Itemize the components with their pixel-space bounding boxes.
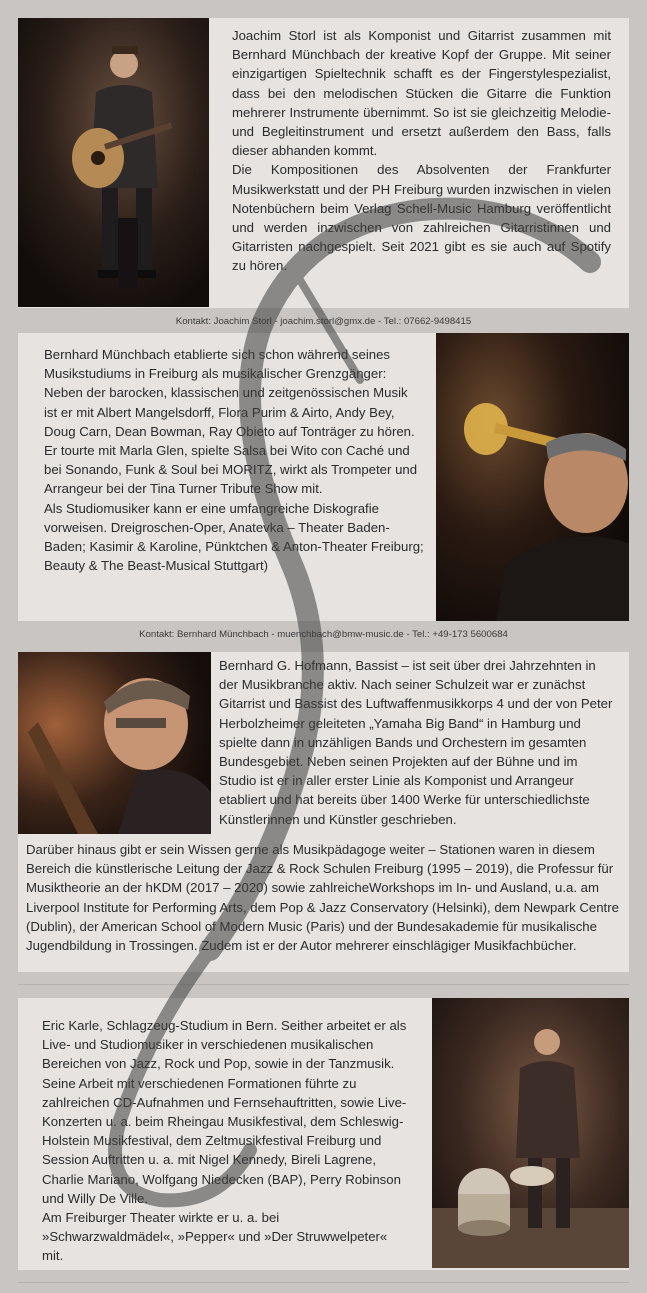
bio-text-bernhard-hofmann-a <box>219 656 615 829</box>
bio-paragraph: Die Kompositionen des Absolventen der Frankfurter Musikwerkstatt und der PH Freiburg wurden inzwischen in vielen Notenbüchern beim Verlag Schell-Music Hamburg veröffentlicht und werden inzwischen von zahlreichen Gitarristinnen und Gitarristen nachgespielt. Seit 2021 gibt es sie auch auf Spotify zu hören. <box>232 162 611 274</box>
bio-text-bernhard-hofmann-b <box>26 840 621 955</box>
bio-paragraph: Bernhard Münchbach etablierte sich schon während seines Musikstudiums in Freiburg als musikalischer Grenzgänger: Neben der barocken, klassischen und zeitgenössischen Musik ist er mit Albert Mangelsdorff, Flora Purim & Airto, Andy Bey, Doug Carn, Dean Bowman, Ray Obieto auf Tonträger zu hören. Er tourte mit Marla Glen, spielte Salsa bei Wito con Caché und bei Sonando, Funk & Soul bei MORITZ, wirkt als Trompeter und Arrangeur bei der Tina Turner Tribute Show mit. <box>44 347 418 497</box>
photo-bernhard-hofmann <box>18 652 211 834</box>
bio-paragraph: Als Studiomusiker kann er eine umfangreiche Diskografie vorweisen. Dreigroschen-Oper, Anatevka – Theater Baden-Baden; Kasimir & Karoline, Pünktchen & Anton-Theater Freiburg; Beauty & The Beast-Musical Stuttgart) <box>44 500 424 574</box>
section-divider <box>18 984 629 985</box>
bio-paragraph: Joachim Storl ist als Komponist und Gitarrist zusammen mit Bernhard Münchbach der kreative Kopf der Gruppe. Mit seiner einzigartigen Spieltechnik schafft es der Fingerstylespezialist, dass bei den melodischen Stücken die Gitarre die Funktion mehrerer Instrumente übernimmt. So ist sie gleichzeitig Melodie- und Begleitinstrument und ersetzt außerdem den Bass, falls dieser abhanden kommt. <box>232 28 611 159</box>
photo-eric-karle <box>432 998 629 1268</box>
bio-paragraph: Darüber hinaus gibt er sein Wissen gerne als Musikpädagoge weiter – Stationen waren in diesem Bereich die künstlerische Leitung der Jazz & Rock Schulen Freiburg (1995 – 2019), die Professur für Musiktheorie an der hKDM (2017 – 2020) sowie zahlreicheWorkshops im In- und Ausland, u.a. am Liverpool Institute for Performing Arts, dem Pop & Jazz Conservatory (Helsinki), dem Newpark Centre (Dublin), der American School of Modern Music (Paris) und der Bundesakademie für musikalische Jugendbildung in Trossingen. Zudem ist er der Autor mehrerer einschlägiger Musikfachbücher. <box>26 842 619 954</box>
bio-text-joachim-storl <box>232 26 611 276</box>
bio-paragraph: Eric Karle, Schlagzeug-Studium in Bern. Seither arbeitet er als Live- und Studiomusiker in verschiedenen musikalischen Bereichen von Jazz, Rock und Pop, sowie in der Tanzmusik. Seine Arbeit mit verschiedenen Formationen führte zu zahlreichen CD-Aufnahmen und Fernsehauftritten, sowie Live-Konzerten u. a. beim Rheingau Musikfestival, dem Schleswig-Holstein Musikfestival, dem Zeltmusikfestival Freiburg und Session Auftritten u. a. mit Nigel Kennedy, Bireli Lagrene, Charlie Mariano, Wolfgang Niedecken (BAP), Perry Robinson und Willy De Ville. <box>42 1018 407 1206</box>
bio-text-bernhard-muenchbach <box>44 345 424 575</box>
bio-paragraph: Am Freiburger Theater wirkte er u. a. bei »Schwarzwaldmädel«, »Pepper« und »Der Struwwelpeter« mit. <box>42 1210 388 1264</box>
contact-line-bernhard-muenchbach: Kontakt: Bernhard Münchbach - muenchbach@bmw-music.de - Tel.: +49-173 5600684 <box>139 629 508 640</box>
section-divider <box>18 1282 629 1283</box>
contact-line-joachim-storl: Kontakt: Joachim Storl - joachim.storl@gmx.de - Tel.: 07662-9498415 <box>175 316 472 327</box>
bio-paragraph: Bernhard G. Hofmann, Bassist – ist seit über drei Jahrzehnten in der Musikbranche aktiv. Nach seiner Schulzeit war er zunächst Gitarrist und Bassist des Luftwaffenmusikkorps 4 und der von Peter Herbolzheimer geleiteten „Yamaha Big Band“ in Hamburg und spielte dann in unzähligen Bands und Orchestern im gesamten Bundesgebiet. Neben seinen Projekten auf der Bühne und im Studio ist er in aller erster Linie als Komponist und Arrangeur etabliert und hat bereits über 1400 Werke für unterschiedlichste Künstlerinnen und Künstler geschrieben. <box>219 658 613 827</box>
photo-joachim-storl <box>18 18 209 307</box>
bio-text-eric-karle <box>42 1016 412 1266</box>
photo-bernhard-muenchbach <box>436 333 629 621</box>
